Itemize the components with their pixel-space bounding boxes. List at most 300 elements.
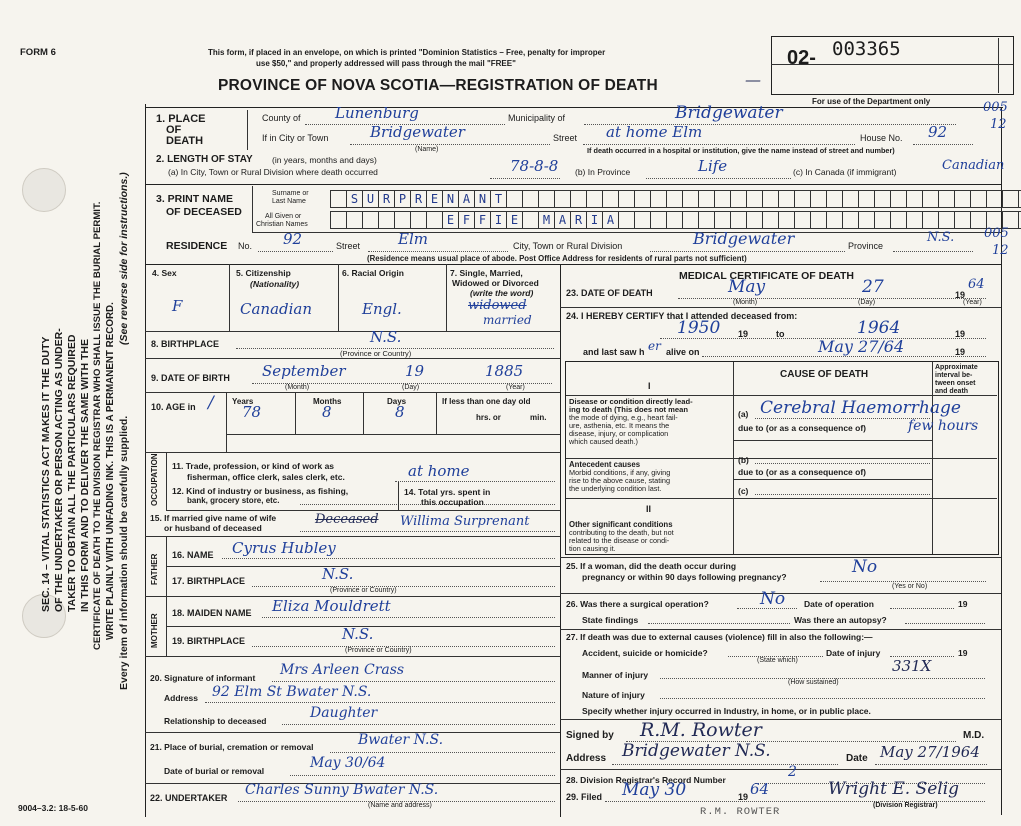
date-label: Date <box>846 753 868 764</box>
death-day: 27 <box>862 277 884 297</box>
given-letter-cell <box>778 211 794 229</box>
q25-line-1: 25. If a woman, did the death occur during <box>566 561 737 571</box>
city-value: Bridgewater <box>370 123 465 141</box>
surname-letter-cell <box>666 190 682 208</box>
residence-street-value: Elm <box>398 230 428 248</box>
father-name-value: Cyrus Hubley <box>232 539 336 557</box>
given-letter-cell <box>730 211 746 229</box>
margin-code-1: 005 <box>983 100 1008 115</box>
medical-heading: MEDICAL CERTIFICATE OF DEATH <box>679 270 854 282</box>
given-letter-cell <box>794 211 810 229</box>
house-label: House No. <box>860 133 903 143</box>
other-1: Other significant conditions <box>569 520 673 529</box>
given-letter-cell <box>362 211 378 229</box>
attend-19-1: 19 <box>738 329 749 339</box>
father-side-label: FATHER <box>150 553 159 585</box>
dob-month-caption: (Month) <box>285 384 310 391</box>
given-letter-cell: I <box>490 211 506 229</box>
antecedent-2: Morbid conditions, if any, giving <box>569 468 671 477</box>
age-check: / <box>208 393 214 413</box>
father-birthplace-label: 17. BIRTHPLACE <box>172 576 246 586</box>
footer-code: 9004–3.2: 18-5-60 <box>18 803 88 813</box>
approx-3: tween onset <box>935 380 976 387</box>
surname-letter-cell <box>970 190 986 208</box>
given-letter-cell <box>826 211 842 229</box>
given-names-letter-grid <box>330 211 1021 229</box>
manner-label: Manner of injury <box>582 670 649 680</box>
sec14-line-4: IN THIS FORM AND TO DELIVER THE SAME WITH THE <box>79 339 91 612</box>
residence-no-label: No. <box>238 241 253 251</box>
mother-birthplace-value: N.S. <box>342 625 374 643</box>
citizenship-label: 5. Citizenship <box>236 268 291 278</box>
cause-a-value: Cerebral Haemorrhage <box>760 398 961 418</box>
city-name-caption: (Name) <box>415 146 439 153</box>
margin-code-3: 005 <box>984 226 1009 241</box>
surname-letter-cell: N <box>442 190 458 208</box>
given-letter-cell <box>346 211 362 229</box>
surname-letter-cell <box>986 190 1002 208</box>
place-heading-2: OF <box>166 124 182 136</box>
date-operation-label: Date of operation <box>804 599 874 609</box>
disease-5: disease, injury, or complication <box>569 429 669 438</box>
mother-maiden-value: Eliza Mouldrett <box>272 597 391 615</box>
surname-letter-cell: R <box>378 190 394 208</box>
surname-label-2: Last Name <box>272 198 306 205</box>
cause-c-label: (c) <box>738 486 749 496</box>
residence-province-label: Province <box>848 241 884 251</box>
approx-2: interval be- <box>935 372 973 379</box>
informant-signature: Mrs Arleen Crass <box>280 662 405 678</box>
given-letter-cell <box>938 211 954 229</box>
certify-label: 24. I HEREBY CERTIFY that I attended deceased from: <box>566 311 798 321</box>
surname-letter-cell <box>730 190 746 208</box>
form-title: PROVINCE OF NOVA SCOTIA—REGISTRATION OF DEATH <box>218 77 658 94</box>
undertaker-label: 22. UNDERTAKER <box>150 793 228 803</box>
stay-province-label: (b) In Province <box>575 167 631 177</box>
q14-line-1: 14. Total yrs. spent in <box>404 487 491 497</box>
form-label: FORM 6 <box>20 47 56 58</box>
dob-month: September <box>262 362 346 380</box>
undertaker-value: Charles Sunny Bwater N.S. <box>245 782 439 798</box>
birthplace-label: 8. BIRTHPLACE <box>151 339 220 349</box>
surname-letter-cell <box>1002 190 1018 208</box>
place-heading-3: DEATH <box>166 135 204 147</box>
stay-city-value: 78-8-8 <box>510 157 559 175</box>
stay-city-label: (a) In City, Town or Rural Division where death occurred <box>168 167 378 177</box>
surname-letter-cell <box>922 190 938 208</box>
accident-label: Accident, suicide or homicide? <box>582 648 708 658</box>
residence-province-value: N.S. <box>927 230 955 245</box>
given-letter-cell: F <box>458 211 474 229</box>
surname-letter-cell <box>954 190 970 208</box>
specify-label: Specify whether injury occurred in Industry, in home, or in public place. <box>582 706 871 716</box>
surname-letter-cell <box>842 190 858 208</box>
surname-letter-cell <box>890 190 906 208</box>
death-year: 64 <box>968 277 985 292</box>
registrar-signature: Wright E. Selig <box>828 779 960 799</box>
informant-label: 20. Signature of informant <box>150 673 256 683</box>
mother-side-label: MOTHER <box>150 613 159 648</box>
dob-year: 1885 <box>485 362 524 380</box>
residence-label: RESIDENCE <box>166 240 228 252</box>
q26-value: No <box>760 589 786 609</box>
q26-label: 26. Was there a surgical operation? <box>566 599 709 609</box>
every-item-note: Every item of information should be carefully supplied. <box>118 415 130 690</box>
date-injury-19: 19 <box>958 648 968 658</box>
citizenship-value: Canadian <box>240 300 313 318</box>
hrs-label: hrs. or <box>476 413 501 422</box>
given-letter-cell <box>410 211 426 229</box>
months-value: 8 <box>322 403 332 421</box>
name-heading-1: 3. PRINT NAME <box>156 193 234 205</box>
given-letter-cell: M <box>538 211 554 229</box>
stay-canada-value: Canadian <box>942 158 1005 173</box>
burial-place-value: Bwater N.S. <box>358 732 444 748</box>
surname-letter-cell <box>618 190 634 208</box>
state-findings-label: State findings <box>582 615 639 625</box>
stay-label: 2. LENGTH OF STAY <box>156 154 253 165</box>
given-letter-cell <box>698 211 714 229</box>
given-letter-cell <box>874 211 890 229</box>
q27-label: 27. If death was due to external causes (violence) fill in also the following:— <box>566 632 873 642</box>
residence-no-value: 92 <box>283 230 303 248</box>
sec14-line-1: SEC. 14 – VITAL STATISTICS ACT MAKES IT THE DUTY <box>40 336 52 612</box>
given-letter-cell <box>378 211 394 229</box>
father-birthplace-caption: (Province or Country) <box>330 587 397 594</box>
residence-city-value: Bridgewater <box>693 229 795 248</box>
alive-on-label: alive on <box>666 347 700 357</box>
spouse-struck: Deceased <box>315 512 379 527</box>
surname-letter-cell <box>698 190 714 208</box>
autopsy-label: Was there an autopsy? <box>794 615 887 625</box>
mailing-note-2: use $50," and properly addressed will pass through the mail "FREE" <box>256 59 516 68</box>
disease-2: ing to death (This does not mean <box>569 405 688 414</box>
marital-value: married <box>483 313 532 327</box>
surname-letter-cell <box>810 190 826 208</box>
residence-note: (Residence means usual place of abode. Post Office Address for residents of rural parts not sufficient) <box>367 254 747 263</box>
date-injury-label: Date of injury <box>826 648 881 658</box>
state-which-caption: (State which) <box>757 657 798 664</box>
years-value: 78 <box>242 403 262 421</box>
stamp-name: R.M. ROWTER <box>700 806 781 818</box>
surname-letter-cell <box>330 190 346 208</box>
given-letter-cell <box>746 211 762 229</box>
check-mark: — <box>745 70 761 89</box>
punch-hole-top <box>22 168 66 212</box>
given-letter-cell: I <box>586 211 602 229</box>
q29-label: 29. Filed <box>566 792 603 802</box>
disease-1: Disease or condition directly lead- <box>569 397 693 406</box>
given-letter-cell <box>394 211 410 229</box>
given-letter-cell <box>618 211 634 229</box>
q29-year: 64 <box>750 780 770 798</box>
other-2: contributing to the death, but not <box>569 528 674 537</box>
q29-19: 19 <box>738 792 749 802</box>
municipality-value: Bridgewater <box>675 103 783 123</box>
see-reverse-note: (See reverse side for instructions.) <box>118 172 130 345</box>
surname-letter-cell <box>682 190 698 208</box>
dob-label: 9. DATE OF BIRTH <box>151 373 230 383</box>
surname-letter-cell <box>538 190 554 208</box>
attend-to-label: to <box>776 329 785 339</box>
burial-date-label: Date of burial or removal <box>164 766 265 776</box>
informant-address-label: Address <box>164 693 199 703</box>
last-saw-value: er <box>648 339 661 353</box>
mailing-note-1: This form, if placed in an envelope, on which is printed "Dominion Statistics – Free, penalty for improper <box>208 48 606 57</box>
given-letter-cell <box>714 211 730 229</box>
dob-day: 19 <box>405 362 425 380</box>
given-letter-cell: A <box>554 211 570 229</box>
surname-letter-cell <box>938 190 954 208</box>
surname-letter-cell <box>714 190 730 208</box>
spouse-label-1: 15. If married give name of wife <box>150 513 277 523</box>
other-3: related to the disease or condi- <box>569 536 670 545</box>
address-value: Bridgewater N.S. <box>622 741 771 761</box>
county-label: County of <box>262 113 301 123</box>
informant-address-value: 92 Elm St Bwater N.S. <box>212 684 372 700</box>
relationship-value: Daughter <box>310 705 378 721</box>
hospital-note: If death occurred in a hospital or institution, give the name instead of street and number) <box>587 146 895 155</box>
occupation-side-label: OCCUPATION <box>150 453 159 506</box>
disease-3: the mode of dying, e.g., heart fail- <box>569 413 678 422</box>
attend-to: 1964 <box>857 318 901 338</box>
address-label: Address <box>566 753 607 764</box>
surname-letter-cell <box>634 190 650 208</box>
given-letter-cell: A <box>602 211 618 229</box>
q25-line-2: pregnancy or within 90 days following pregnancy? <box>582 572 787 582</box>
surname-letter-cell <box>762 190 778 208</box>
last-date: May 27/64 <box>818 337 905 356</box>
relationship-label: Relationship to deceased <box>164 716 267 726</box>
sustained-caption: (How sustained) <box>788 679 839 686</box>
due-to-a: due to (or as a consequence of) <box>738 423 866 433</box>
street-label: Street <box>553 133 578 143</box>
spouse-value: Willima Surprenant <box>400 514 530 529</box>
racial-label: 6. Racial Origin <box>342 268 404 278</box>
surname-letter-cell <box>746 190 762 208</box>
municipality-label: Municipality of <box>508 113 566 123</box>
marital-label-2: Widowed or Divorced <box>452 278 539 288</box>
surname-letter-cell <box>794 190 810 208</box>
burial-place-label: 21. Place of burial, cremation or removal <box>150 742 314 752</box>
margin-code-4: 12 <box>992 243 1009 258</box>
given-letter-cell <box>682 211 698 229</box>
surname-letter-cell <box>874 190 890 208</box>
manner-value: 331X <box>892 657 932 675</box>
spouse-label-2: or husband of deceased <box>164 523 262 533</box>
registration-number: 003365 <box>832 38 901 60</box>
given-letter-cell <box>858 211 874 229</box>
death-month: May <box>728 277 766 297</box>
residence-street-label: Street <box>336 241 361 251</box>
father-name-label: 16. NAME <box>172 550 214 560</box>
father-birthplace-value: N.S. <box>322 565 354 583</box>
surname-letter-cell: U <box>362 190 378 208</box>
surname-letter-cell: N <box>474 190 490 208</box>
given-letter-cell <box>810 211 826 229</box>
q11-value: at home <box>408 462 470 480</box>
md-label: M.D. <box>963 730 985 741</box>
house-value: 92 <box>928 123 948 141</box>
registrar-caption: (Division Registrar) <box>873 802 938 809</box>
date-value: May 27/1964 <box>880 743 980 761</box>
mother-birthplace-caption: (Province or Country) <box>345 647 412 654</box>
given-letter-cell <box>330 211 346 229</box>
q29-date: May 30 <box>622 780 687 800</box>
birthplace-caption: (Province or Country) <box>340 349 412 358</box>
marital-label-3: (write the word) <box>470 288 534 298</box>
sec14-line-5: CERTIFICATE OF DEATH TO THE DIVISION REGISTRAR WHO SHALL ISSUE THE BURIAL PERMIT. <box>92 201 103 650</box>
yes-no-caption: (Yes or No) <box>892 583 928 590</box>
cause-b-label: (b) <box>738 455 749 465</box>
attend-from: 1950 <box>677 318 721 338</box>
given-letter-cell: E <box>506 211 522 229</box>
death-day-caption: (Day) <box>858 299 876 306</box>
racial-value: Engl. <box>362 300 402 318</box>
place-heading-1: 1. PLACE <box>156 113 206 125</box>
surname-letter-cell <box>602 190 618 208</box>
sex-value: F <box>172 297 183 315</box>
surname-letter-cell: A <box>458 190 474 208</box>
stay-canada-label: (c) In Canada (if immigrant) <box>793 167 897 177</box>
q11-line-2: fisherman, office clerk, sales clerk, etc. <box>187 472 345 482</box>
q14-line-2: this occupation <box>421 497 484 507</box>
days-value: 8 <box>395 403 405 421</box>
surname-letter-cell <box>906 190 922 208</box>
less-than-day-label: If less than one day old <box>442 397 531 406</box>
given-letter-cell <box>954 211 970 229</box>
days-label: Days <box>387 397 407 406</box>
given-letter-cell <box>842 211 858 229</box>
q12-line-1: 12. Kind of industry or business, as fishing, <box>172 486 349 496</box>
last-saw-label: and last saw h <box>583 347 645 357</box>
given-letter-cell: E <box>442 211 458 229</box>
surname-letter-cell <box>570 190 586 208</box>
signed-label: Signed by <box>566 730 614 741</box>
surname-letter-cell <box>858 190 874 208</box>
birthplace-value: N.S. <box>370 328 402 346</box>
other-4: tion causing it. <box>569 544 616 553</box>
surname-letter-cell <box>506 190 522 208</box>
dob-year-caption: (Year) <box>506 384 525 391</box>
surname-letter-cell: T <box>490 190 506 208</box>
surname-letter-cell: E <box>426 190 442 208</box>
given-letter-cell <box>666 211 682 229</box>
cause-heading: CAUSE OF DEATH <box>780 369 869 380</box>
stay-province-value: Life <box>698 157 728 175</box>
surname-letter-cell: R <box>410 190 426 208</box>
given-label-2: Christian Names <box>256 221 308 228</box>
dob-day-caption: (Day) <box>402 384 420 391</box>
given-letter-cell <box>650 211 666 229</box>
given-letter-cell: R <box>570 211 586 229</box>
signed-signature: R.M. Rowter <box>640 719 762 741</box>
surname-letter-cell <box>778 190 794 208</box>
given-letter-cell <box>634 211 650 229</box>
sec14-line-6: WRITE PLAINLY WITH UNFADING INK. THIS IS A PERMANENT RECORD. <box>105 302 116 640</box>
stay-units: (in years, months and days) <box>272 155 377 165</box>
death-year-prefix: 19 <box>955 290 966 300</box>
antecedent-4: the underlying condition last. <box>569 484 662 493</box>
antecedent-1: Antecedent causes <box>569 460 641 469</box>
approx-1: Approximate <box>935 364 978 371</box>
nature-label: Nature of injury <box>582 690 645 700</box>
given-letter-cell <box>906 211 922 229</box>
given-letter-cell <box>522 211 538 229</box>
q11-line-1: 11. Trade, profession, or kind of work as <box>172 461 335 471</box>
sex-label: 4. Sex <box>152 268 177 278</box>
interval-a: few hours <box>908 418 979 434</box>
marital-struck: widowed <box>468 298 527 313</box>
surname-letter-cell <box>650 190 666 208</box>
given-label-1: All Given or <box>265 213 302 220</box>
undertaker-caption: (Name and address) <box>368 802 432 809</box>
given-letter-cell <box>426 211 442 229</box>
surname-letter-cell <box>586 190 602 208</box>
q12-line-2: bank, grocery store, etc. <box>187 496 280 505</box>
min-label: min. <box>530 413 547 422</box>
surname-label-1: Surname or <box>272 190 309 197</box>
registration-prefix: 02- <box>787 47 816 69</box>
given-letter-cell <box>922 211 938 229</box>
margin-code-2: 12 <box>990 117 1007 132</box>
surname-letter-cell <box>554 190 570 208</box>
surname-letter-cell <box>826 190 842 208</box>
last-saw-19: 19 <box>955 347 966 357</box>
months-label: Months <box>313 397 342 406</box>
marital-label-1: 7. Single, Married, <box>450 268 523 278</box>
age-label: 10. AGE in <box>151 402 196 412</box>
years-label: Years <box>232 397 254 406</box>
approx-4: and death <box>935 388 969 395</box>
sec14-line-2: OF THE UNDERTAKER OR PERSON ACTING AS UNDER- <box>53 328 65 612</box>
surname-letter-grid <box>330 190 1021 208</box>
q28-label: 28. Division Registrar's Record Number <box>566 775 726 785</box>
date-operation-19: 19 <box>958 599 968 609</box>
mother-birthplace-label: 19. BIRTHPLACE <box>172 636 246 646</box>
surname-letter-cell: S <box>346 190 362 208</box>
death-year-caption: (Year) <box>963 299 982 306</box>
citizenship-sub: (Nationality) <box>250 279 300 289</box>
attend-19-2: 19 <box>955 329 966 339</box>
due-to-b: due to (or as a consequence of) <box>738 467 866 477</box>
burial-date-value: May 30/64 <box>310 755 386 771</box>
surname-letter-cell <box>522 190 538 208</box>
q25-value: No <box>852 557 878 577</box>
q28-value: 2 <box>788 764 797 780</box>
given-letter-cell <box>762 211 778 229</box>
department-use-label: For use of the Department only <box>812 97 931 106</box>
name-heading-2: OF DECEASED <box>166 206 242 218</box>
roman-1: I <box>648 381 651 391</box>
given-letter-cell <box>890 211 906 229</box>
roman-2: II <box>646 504 652 514</box>
given-letter-cell: F <box>474 211 490 229</box>
surname-letter-cell: P <box>394 190 410 208</box>
disease-6: which caused death.) <box>569 437 638 446</box>
residence-city-label: City, Town or Rural Division <box>513 241 623 251</box>
sec14-line-3: TAKER TO OBTAIN ALL THE PARTICULARS REQUIRED <box>66 334 78 612</box>
cause-a-label: (a) <box>738 409 749 419</box>
antecedent-3: rise to the above cause, stating <box>569 476 671 485</box>
death-date-label: 23. DATE OF DEATH <box>566 288 653 298</box>
county-value: Lunenburg <box>335 104 419 122</box>
death-month-caption: (Month) <box>733 299 758 306</box>
city-label: If in City or Town <box>262 133 329 143</box>
mother-maiden-label: 18. MAIDEN NAME <box>172 608 252 618</box>
disease-4: ure, asthenia, etc. It means the <box>569 421 670 430</box>
street-value: at home Elm <box>606 123 703 141</box>
